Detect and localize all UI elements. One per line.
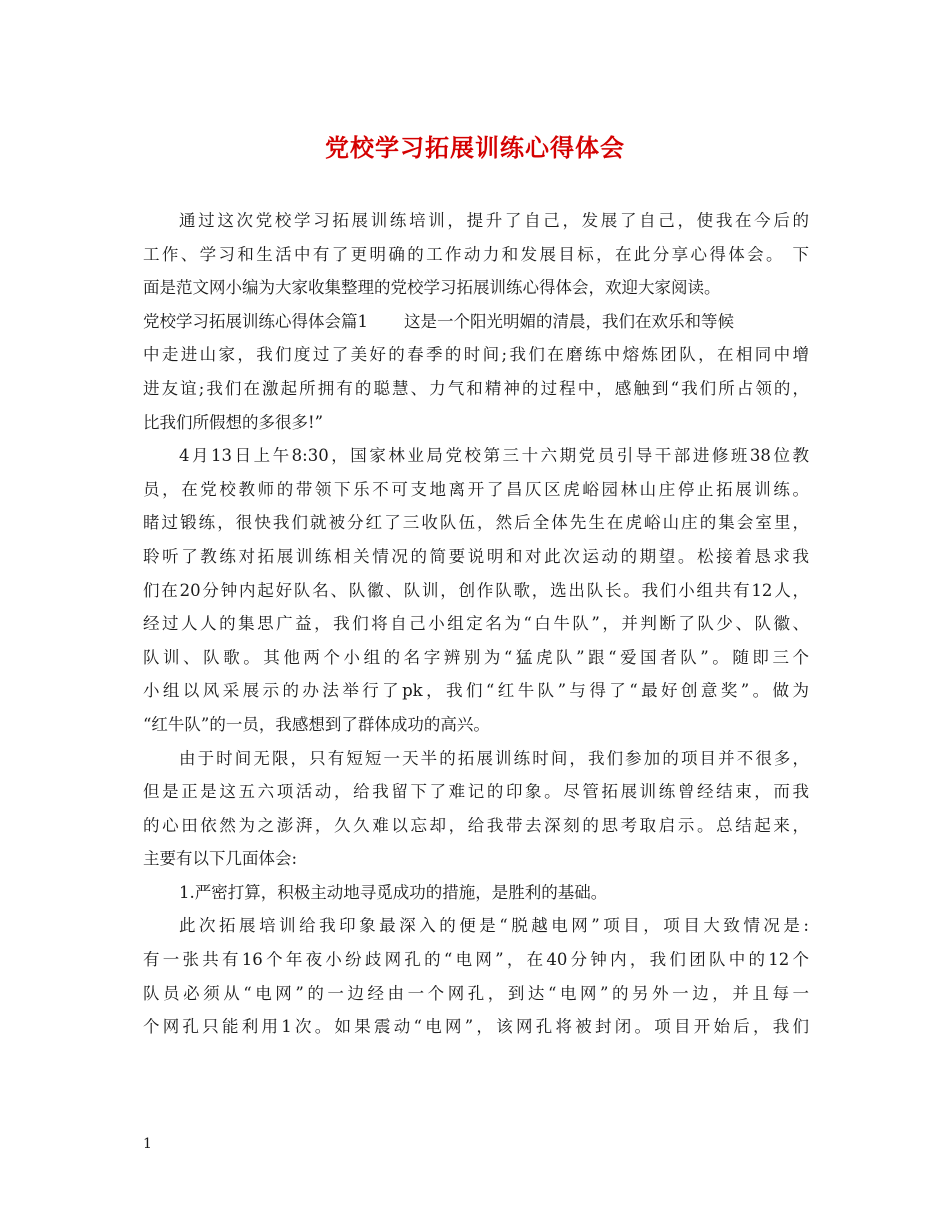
text-line: 通过这次党校学习拓展训练培训，提升了自己，发展了自己，使我在今后的 [179,211,809,230]
text-line: 经过人人的集思广益，我们将自己小组定名为“白牛队”，并判断了队少、队徽、 [143,614,809,634]
text-line: “红牛队”的一员，我感想到了群体成功的高兴。 [143,714,490,734]
text-line: 小组以风采展示的办法举行了pk，我们“红牛队”与得了“最好创意奖”。做为 [143,681,809,701]
text-line: 队训、队歌。其他两个小组的名字辨别为“猛虎队”跟“爱国者队”。随即三个 [143,647,809,667]
text-line: 聆听了教练对拓展训练相关情况的简要说明和对此次运动的期望。松接着恳求我 [143,546,809,566]
text-line: 队员必须从“电网”的一边经由一个网孔，到达“电网”的另外一边，并且每一 [143,983,809,1003]
text-line: 工作、学习和生活中有了更明确的工作动力和发展目标，在此分享心得体会。 下 [143,244,809,264]
text-line: 主要有以下几面体会: [143,849,298,869]
text-line: 4月13日上午8:30，国家林业局党校第三十六期党员引导干部进修班38位教 [179,446,809,466]
text-line: 员，在党校教师的带领下乐不可支地离开了昌仄区虎峪园林山庄停止拓展训练。 [143,479,809,499]
text-line: 此次拓展培训给我印象最深入的便是“脱越电网”项目，项目大致情况是: [179,916,809,936]
text-line: 1.严密打算，积极主动地寻觅成功的措施，是胜利的基础。 [179,882,608,902]
text-line-article-heading [143,305,809,339]
text-line: 睹过锻练，很快我们就被分红了三收队伍，然后全体先生在虎峪山庄的集会室里， [143,513,809,533]
text-line: 进友谊;我们在激起所拥有的聪慧、力气和精神的过程中，感触到“我们所占领的， [143,378,809,398]
text-line: 面是范文网小编为大家收集整理的党校学习拓展训练心得体会，欢迎大家阅读。 [143,278,721,298]
text-line: 由于时间无限，只有短短一天半的拓展训练时间，我们参加的项目并不很多， [179,748,809,768]
page-number: 1 [143,1136,152,1152]
text-line: 有一张共有16个年夜小纷歧网孔的“电网”，在40分钟内，我们团队中的12个 [143,950,809,970]
document-title: 党校学习拓展训练心得体会 [325,133,625,162]
text-line: 但是正是这五六项活动，给我留下了难记的印象。尽管拓展训练曾经结束，而我 [143,782,809,802]
text-line: 们在20分钟内起好队名、队徽、队训，创作队歌，选出队长。我们小组共有12人， [143,580,809,600]
article-opening: 这是一个阳光明媚的清晨，我们在欢乐和等候 [404,311,734,331]
text-line: 比我们所假想的多很多!” [143,412,324,432]
text-line: 个网孔只能利用1次。如果震动“电网”，该网孔将被封闭。项目开始后，我们 [143,1017,809,1037]
article-heading: 党校学习拓展训练心得体会篇1 [143,311,368,331]
text-line: 的心田依然为之澎湃，久久难以忘却，给我带去深刻的思考取启示。总结起来， [143,815,809,835]
text-line: 中走进山家，我们度过了美好的春季的时间;我们在磨练中熔炼团队，在相同中增 [143,345,809,365]
document-body [143,204,809,1044]
